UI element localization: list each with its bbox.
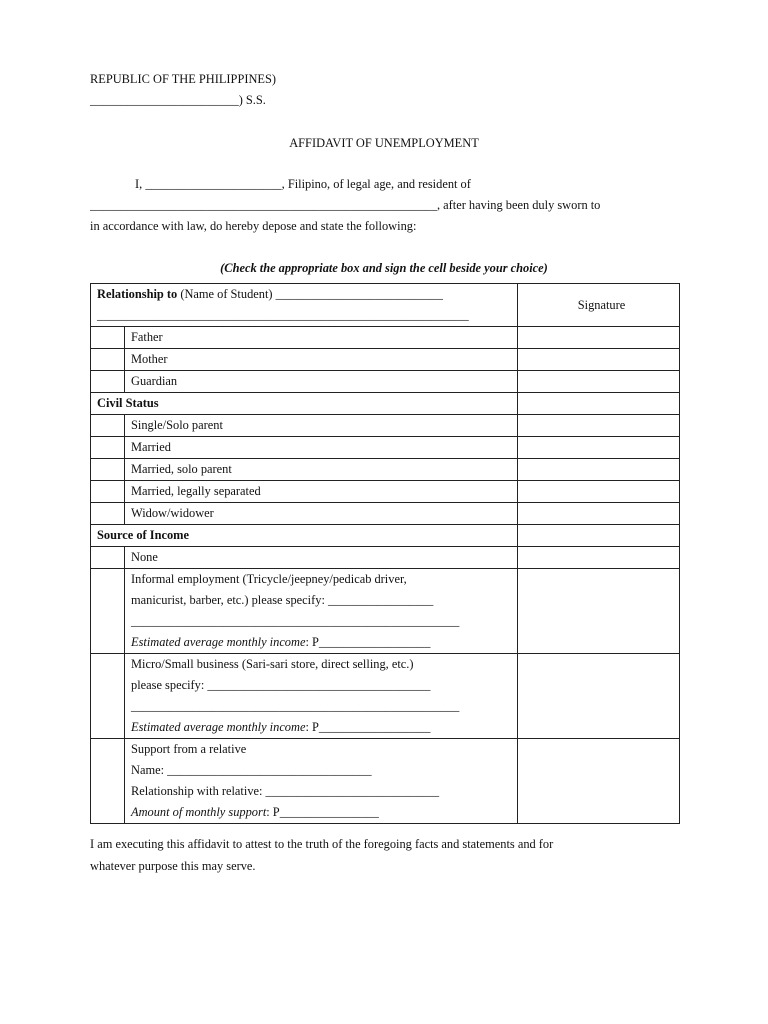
checkbox-widow[interactable] [91,503,125,525]
republic-line: REPUBLIC OF THE PHILIPPINES) [90,72,276,86]
option-row-separated [91,481,680,503]
signature-cell[interactable] [518,327,680,349]
option-label: Widow/widower [125,503,518,525]
relative-support-cell [125,739,518,824]
checkbox-guardian[interactable] [91,371,125,393]
document-title: AFFIDAVIT OF UNEMPLOYMENT [289,136,479,150]
signature-cell [518,393,680,415]
intro-line-2: ________________________________________________________, after having been duly sworn to [90,198,601,212]
option-label: Guardian [125,371,518,393]
closing-line-2: whatever purpose this may serve. [90,859,256,873]
checkbox-single[interactable] [91,415,125,437]
intro-line-3: in accordance with law, do hereby depose and state the following: [90,219,417,233]
relationship-label: Relationship to [97,287,178,301]
civil-status-label: Civil Status [91,393,518,415]
signature-cell [518,525,680,547]
informal-employment-cell [125,569,518,654]
income-label: Source of Income [91,525,518,547]
signature-cell[interactable] [518,415,680,437]
ss-line: ________________________) S.S. [90,93,266,107]
instruction-text: (Check the appropriate box and sign the cell beside your choice) [220,261,548,275]
checkbox-informal[interactable] [91,569,125,654]
option-row-married-solo [91,459,680,481]
micro-income-field[interactable]: Estimated average monthly income: P__________________ [131,720,431,734]
checkbox-separated[interactable] [91,481,125,503]
option-label: Married, solo parent [125,459,518,481]
relationship-header-row [91,284,680,327]
option-row-single [91,415,680,437]
option-label: Mother [125,349,518,371]
signature-cell[interactable] [518,459,680,481]
signature-header: Signature [518,284,680,327]
option-label: Married [125,437,518,459]
option-label: Single/Solo parent [125,415,518,437]
micro-specify-field[interactable]: please specify: ____________________________________ [131,678,431,692]
option-row-micro [91,654,680,739]
checkbox-none[interactable] [91,547,125,569]
relative-relationship-field[interactable]: Relationship with relative: ____________________________ [131,784,440,798]
relationship-header-cell [91,284,518,327]
student-name-line-2[interactable]: ____________________________________________________________ [97,308,469,322]
option-label: None [125,547,518,569]
option-row-father [91,327,680,349]
student-name-field[interactable]: (Name of Student) ___________________________ [177,287,443,301]
civil-status-header-row [91,393,680,415]
signature-cell[interactable] [518,547,680,569]
checkbox-married[interactable] [91,437,125,459]
option-row-married [91,437,680,459]
checkbox-relative[interactable] [91,739,125,824]
option-label: Father [125,327,518,349]
signature-cell[interactable] [518,349,680,371]
checkbox-married-solo[interactable] [91,459,125,481]
micro-specify-line-2[interactable]: _____________________________________________________ [131,699,460,713]
micro-line-1: Micro/Small business (Sari-sari store, direct selling, etc.) [131,657,414,671]
signature-cell[interactable] [518,569,680,654]
income-header-row [91,525,680,547]
checkbox-father[interactable] [91,327,125,349]
informal-specify-field[interactable]: manicurist, barber, etc.) please specify: _________________ [131,593,434,607]
relative-line-1: Support from a relative [131,742,247,756]
relative-amount-field[interactable]: Amount of monthly support: P________________ [131,805,379,819]
option-row-relative [91,739,680,824]
option-row-guardian [91,371,680,393]
option-row-informal [91,569,680,654]
option-row-none [91,547,680,569]
signature-cell[interactable] [518,739,680,824]
option-row-widow [91,503,680,525]
signature-cell[interactable] [518,654,680,739]
checkbox-micro[interactable] [91,654,125,739]
closing-line-1: I am executing this affidavit to attest to the truth of the foregoing facts and statements and for [90,837,554,851]
informal-income-field[interactable]: Estimated average monthly income: P__________________ [131,635,431,649]
affidavit-table [90,283,680,824]
intro-line-1: I, ______________________, Filipino, of legal age, and resident of [135,177,471,191]
informal-specify-line-2[interactable]: _____________________________________________________ [131,614,460,628]
signature-cell[interactable] [518,371,680,393]
micro-business-cell [125,654,518,739]
option-label: Married, legally separated [125,481,518,503]
signature-cell[interactable] [518,503,680,525]
option-row-mother [91,349,680,371]
checkbox-mother[interactable] [91,349,125,371]
relative-name-field[interactable]: Name: _________________________________ [131,763,372,777]
signature-cell[interactable] [518,481,680,503]
signature-cell[interactable] [518,437,680,459]
informal-line-1: Informal employment (Tricycle/jeepney/pedicab driver, [131,572,407,586]
